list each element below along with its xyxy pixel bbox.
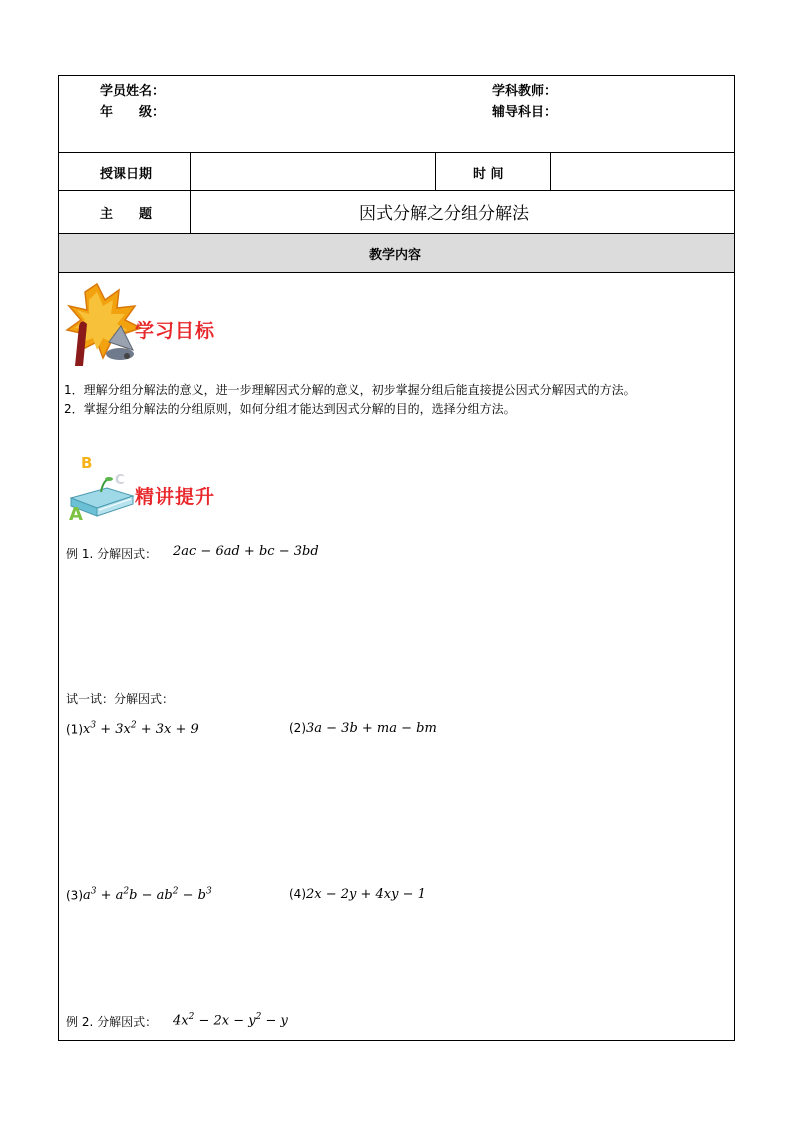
- problem-4: [289, 887, 426, 902]
- time-label: 时 间: [473, 167, 504, 182]
- problem-2-number: (2): [289, 721, 306, 735]
- goal-item: 1．理解分组分解法的意义，进一步理解因式分解的意义，初步掌握分组后能直接提公因式分解因式的方法。: [64, 383, 636, 397]
- content-band-label: 教学内容: [369, 248, 422, 263]
- learning-goals-title: 学习目标: [135, 320, 216, 342]
- teacher-label: 学科教师：: [492, 84, 558, 99]
- example-2-label: 例 2. 分解因式：: [66, 1015, 158, 1029]
- try-it-label: 试一试：分解因式：: [66, 692, 175, 706]
- grade-label: 年 级：: [100, 105, 166, 120]
- divider: [59, 190, 734, 191]
- goal-item: 2．掌握分组分解法的分组原则，如何分组才能达到因式分解的目的，选择分组方法。: [64, 402, 516, 416]
- lecture-title: 精讲提升: [135, 486, 216, 508]
- topic-label: 主 题: [100, 207, 153, 222]
- example-1-label: 例 1. 分解因式：: [66, 547, 158, 561]
- svg-text:A: A: [69, 504, 83, 522]
- divider: [59, 152, 734, 153]
- student-name-label: 学员姓名：: [100, 84, 166, 99]
- example-1-expression: 2ac − 6ad + bc − 3bd: [173, 544, 319, 559]
- problem-1: $(1)x^3 + 3x^2 + 3x + 9$: [66, 721, 199, 738]
- problem-1-number: (1): [66, 722, 83, 737]
- svg-text:B: B: [81, 454, 93, 472]
- maple-leaf-bell-icon: [63, 282, 143, 366]
- date-label: 授课日期: [100, 167, 153, 182]
- example-2-expression: $4x^2 - 2x - y^2 - y$: [173, 1012, 288, 1029]
- abc-book-icon: [67, 452, 137, 522]
- problem-4-number: (4): [289, 887, 306, 901]
- problem-4-expression: 2x − 2y + 4xy − 1: [306, 887, 426, 902]
- problem-3-number: (3): [66, 888, 83, 903]
- problem-2-expression: 3a − 3b + ma − bm: [306, 721, 437, 736]
- divider: [190, 152, 191, 234]
- content-band: [59, 234, 734, 272]
- divider: [550, 152, 551, 190]
- divider: [59, 272, 734, 273]
- divider: [435, 152, 436, 190]
- problem-3: $(3)a^3 + a^2b - ab^2 - b^3$: [66, 887, 212, 904]
- subject-label: 辅导科目：: [492, 105, 558, 120]
- topic-value: 因式分解之分组分解法: [359, 204, 529, 224]
- problem-2: [289, 721, 437, 736]
- svg-text:C: C: [115, 473, 125, 488]
- lesson-sheet: [58, 75, 735, 1041]
